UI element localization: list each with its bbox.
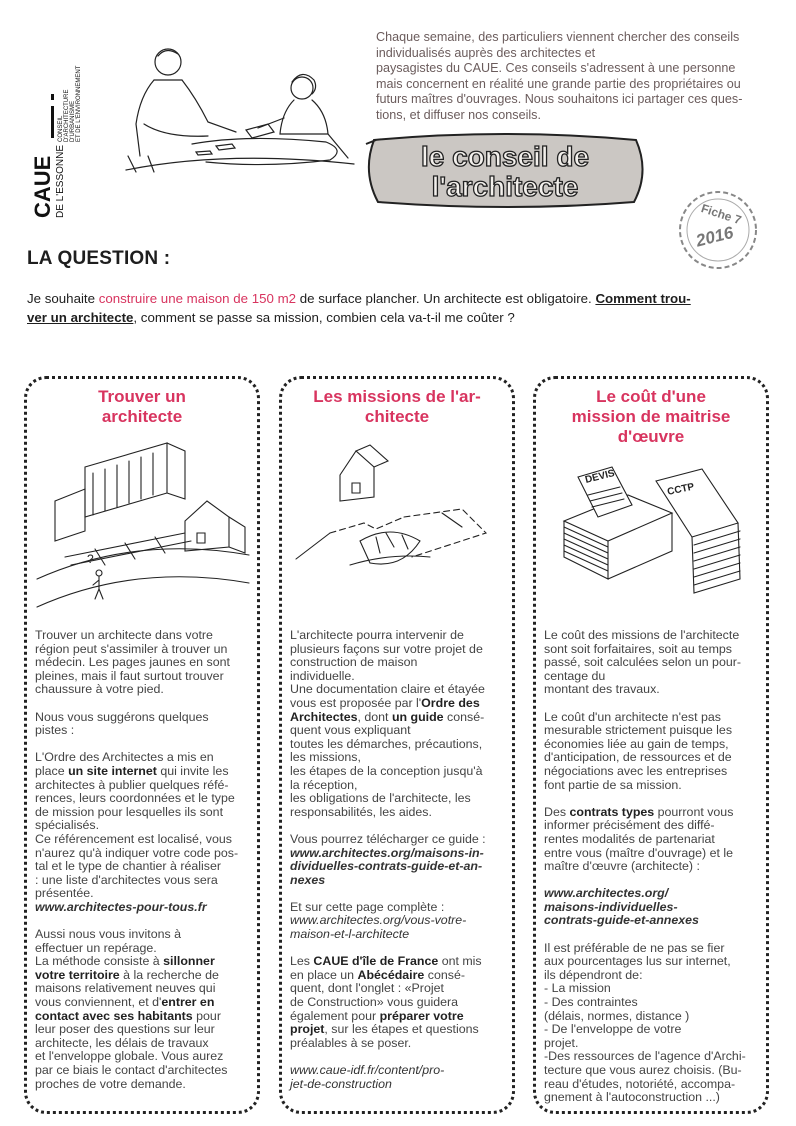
logo-tagline-1: CONSEIL (58, 115, 64, 142)
question-title: LA QUESTION : (27, 248, 171, 269)
contrats-link[interactable]: maisons-individuelles- (544, 899, 678, 914)
text-line: construction de maison (290, 655, 418, 670)
text-line: informer précisément des diffé- (544, 818, 715, 833)
text-line: tecture que vous aurez choisis. (Bu- (544, 1063, 742, 1077)
text-line: rences, leurs coordonnées et le type (35, 791, 235, 806)
text-line: économies liée au gain de temps, (544, 736, 729, 751)
cctp-label: CCTP (666, 481, 696, 498)
intro-line: individualisés auprès des architectes et (376, 45, 596, 60)
consultation-sketch (96, 38, 358, 178)
paragraph (35, 711, 255, 738)
text-line: , sur les étapes et questions (324, 1022, 479, 1037)
text-line: sont soit forfaitaires, soit au temps (544, 641, 733, 656)
card-title-line: architecte (101, 407, 183, 426)
le-conseil-banner (360, 132, 650, 212)
text-line: quent, dont l'onglet : «Projet (290, 981, 444, 996)
paragraph (35, 928, 255, 1091)
paragraph (35, 751, 255, 914)
logo-caue-text: CAUE (30, 155, 55, 218)
text-line: -Des ressources de l'agence d'Archi- (544, 1049, 746, 1064)
intro-line: futurs maîtres d'ouvrages. Nous souhaitons ici partager ces ques- (376, 92, 743, 107)
text-line: la réception, (290, 777, 358, 792)
caue-idf-link[interactable]: jet-de-construction (290, 1076, 392, 1091)
bold-text: contact avec ses habitants (35, 1008, 193, 1023)
text-line: - La mission (544, 981, 611, 996)
text-line: consé- (424, 967, 465, 982)
logo-mark (51, 106, 54, 138)
text-line: effectuer un repérage. (35, 940, 157, 955)
text-line: Ce référencement est localisé, vous (35, 831, 232, 846)
contrats-link[interactable]: contrats-guide-et-annexes (544, 913, 699, 928)
text-line: consé- (443, 709, 485, 724)
intro-line: mais concernent en réalité une grande partie des propriétaires ou (376, 76, 741, 91)
guide-link[interactable]: dividuelles-contrats-guide-et-an- (290, 859, 483, 874)
text-line: Des (544, 804, 570, 819)
bold-text: Abécédaire (357, 967, 425, 982)
paragraph (544, 942, 766, 1105)
card-title-line: Le coût d'une (596, 387, 706, 406)
card-title-line: d'œuvre (617, 427, 685, 446)
card-title-line: mission de maitrise (571, 407, 731, 426)
caue-idf-link[interactable]: www.caue-idf.fr/content/pro- (290, 1063, 445, 1077)
text-line: Une documentation claire et étayée (290, 682, 485, 697)
text-line: Il est préférable de ne pas se fier (544, 940, 725, 955)
text-line: les étapes de la conception jusqu'à (290, 763, 483, 778)
text-line: architectes à publier quelques réfé- (35, 777, 229, 792)
text-line: Les (290, 954, 314, 969)
card-cout-mission (533, 376, 769, 1114)
text-line: centage du (544, 668, 606, 683)
paragraph (35, 629, 255, 697)
text-line: plusieurs façons sur votre projet de (290, 641, 483, 656)
logo-tagline-2: D'ARCHITECTURE (64, 89, 70, 142)
text-line: de Construction» vous guidera (290, 995, 459, 1010)
logo-essonne-text: DE L'ESSONNE (55, 144, 66, 218)
text-line: également pour (290, 1008, 380, 1023)
text-line: de mission pour lesquelles ils sont (35, 804, 224, 819)
card-trouver-architecte (24, 376, 260, 1114)
intro-line: Chaque semaine, des particuliers viennent chercher des conseils (376, 30, 740, 44)
text-line: pleines, mais il faut surtout trouver (35, 668, 224, 683)
text-line: (délais, normes, distance ) (544, 1008, 690, 1023)
card-missions-architecte (279, 376, 515, 1114)
paragraph (290, 833, 510, 887)
text-line: médecin. Les pages jaunes en sont (35, 655, 230, 670)
devis-label: DEVIS (584, 467, 616, 486)
text-line: n'aurez qu'à indiquer votre code pos- (35, 845, 239, 860)
text-line: ils dépendront de: (544, 967, 643, 982)
documents-stack-sketch (554, 461, 750, 603)
paragraph (544, 629, 766, 697)
text-line: spécialisés. (35, 818, 100, 833)
text-line: , dont (357, 709, 392, 724)
banner-line-1: le conseil de (420, 141, 590, 172)
text-line: montant des travaux. (544, 682, 660, 697)
text-line: Et sur cette page complète : (290, 899, 445, 914)
text-line: entre vous (maître d'ouvrage) et le (544, 845, 734, 860)
text-line: par ce biais le contact d'architectes (35, 1063, 228, 1077)
question-part: de surface plancher. Un architecte est obligatoire. (296, 291, 596, 306)
bold-text: un site internet (68, 763, 157, 778)
fiche-stamp (676, 188, 760, 272)
card-body (290, 629, 510, 1105)
text-line: Trouver un architecte dans votre (35, 628, 213, 642)
text-line: en place un (290, 967, 358, 982)
guide-link[interactable]: www.architectes.org/maisons-in- (290, 845, 484, 860)
text-line: et l'enveloppe globale. Vous aurez (35, 1049, 224, 1064)
bold-text: préparer votre (379, 1008, 464, 1023)
bold-text: Ordre des (421, 695, 480, 710)
text-line: chaussure à votre pied. (35, 682, 164, 697)
caue-logo-tagline (48, 32, 82, 144)
text-line: ont mis (438, 954, 482, 969)
text-line: La méthode consiste à (35, 954, 164, 969)
text-line: Aussi nous vous invitons à (35, 927, 182, 942)
card-title (27, 387, 257, 427)
text-line: vous conviennent, et d' (35, 995, 162, 1010)
text-line: préalables à se poser. (290, 1035, 412, 1050)
text-line: individuelle. (290, 668, 355, 683)
text-line: région peut s'assimiler à trouver un (35, 641, 228, 656)
paragraph (544, 887, 766, 928)
stamp-year: 2016 (694, 222, 736, 251)
text-line: - De l'enveloppe de votre (544, 1022, 682, 1037)
text-line: Vous pourrez télécharger ce guide : (290, 831, 486, 846)
card-title (536, 387, 766, 447)
question-part: , comment se passe sa mission, combien cela va-t-il me coûter ? (133, 310, 515, 325)
text-line: : une liste d'architectes vous sera (35, 872, 218, 887)
text-line: Nous vous suggérons quelques (35, 709, 209, 724)
text-line: maître d'œuvre (architecte) : (544, 859, 700, 874)
bold-text: projet (290, 1022, 325, 1037)
text-line: responsabilités, les aides. (290, 804, 432, 819)
paragraph (544, 711, 766, 793)
card-title (282, 387, 512, 427)
page-link[interactable]: maison-et-l-architecte (290, 927, 410, 942)
question-part: Je souhaite (27, 291, 99, 306)
architectes-pour-tous-link[interactable]: www.architectes-pour-tous.fr (35, 899, 207, 914)
text-line: d'anticipation, de ressources et de (544, 750, 732, 765)
bold-text: votre territoire (35, 967, 120, 982)
text-line: L'Ordre des Architectes a mis en (35, 750, 214, 765)
intro-text (376, 30, 771, 124)
text-line: quent vous expliquant (290, 723, 411, 738)
text-line: projet. (544, 1035, 579, 1050)
bold-text: entrer en (161, 995, 215, 1010)
text-line: qui invite les (156, 763, 229, 778)
question-highlight: construire une maison de 150 m2 (98, 291, 297, 306)
paragraph (290, 901, 510, 942)
paragraph (290, 1064, 510, 1091)
intro-line: paysagistes du CAUE. Ces conseils s'adressent à une personne (376, 61, 736, 76)
paragraph (544, 806, 766, 874)
text-line: L'architecte pourra intervenir de (290, 628, 464, 642)
text-line: font partie de sa mission. (544, 777, 682, 792)
card-body (35, 629, 255, 1105)
stamp-label: Fiche 7 (699, 201, 744, 228)
intro-line: tions, et diffuser nos conseils. (376, 107, 541, 122)
question-mark-glyph: ? (87, 552, 94, 566)
logo-tagline-4: ET DE L'ENVIRONNEMENT (76, 65, 82, 142)
banner-line-2: l'architecte (431, 171, 579, 202)
guide-link[interactable]: nexes (290, 872, 326, 887)
text-line: - Des contraintes (544, 995, 638, 1010)
text-line: aux pourcentages lus sur internet, (544, 954, 731, 969)
text-line: maisons relativement neuves qui (35, 981, 216, 996)
bold-text: un guide (391, 709, 444, 724)
text-line: présentée. (35, 886, 94, 901)
text-line: Le coût des missions de l'architecte (544, 628, 740, 642)
text-line: toutes les démarches, précautions, (290, 736, 483, 751)
text-line: reau d'études, notoriété, accompa- (544, 1076, 736, 1091)
page-link[interactable]: www.architectes.org/vous-votre- (290, 913, 467, 928)
text-line: les missions, (290, 750, 361, 765)
text-line: à la recherche de (119, 967, 219, 982)
street-houses-sketch (35, 437, 251, 617)
card-title-line: Trouver un (98, 387, 186, 406)
paragraph (290, 955, 510, 1050)
text-line: architecte, les délais de travaux (35, 1035, 209, 1050)
text-line: tal et le type de chantier à réaliser (35, 859, 221, 874)
text-line: leur poser des questions sur leur (35, 1022, 215, 1037)
card-body (544, 629, 766, 1118)
question-text (27, 289, 771, 327)
text-line: mesurable strictement puisque les (544, 723, 733, 738)
text-line: proches de votre demande. (35, 1076, 186, 1091)
logo-tagline-3: D'URBANISME (70, 100, 76, 142)
text-line: pourront vous (654, 804, 734, 819)
contrats-link[interactable]: www.architectes.org/ (544, 886, 669, 901)
card-title-line: chitecte (364, 407, 430, 426)
plot-house-sketch (290, 437, 506, 597)
logo-dot-1 (51, 94, 54, 100)
text-line: négociations avec les entreprises (544, 763, 728, 778)
text-line: pistes : (35, 723, 75, 738)
text-line: gnement à l'autoconstruction ...) (544, 1090, 720, 1105)
question-emphasis: ver un architecte (27, 310, 134, 325)
bold-text: contrats types (569, 804, 655, 819)
bold-text: CAUE d'île de France (313, 954, 439, 969)
text-line: rentes modalités de partenariat (544, 831, 715, 846)
question-emphasis: Comment trou- (595, 291, 691, 306)
text-line: pour (192, 1008, 221, 1023)
text-line: Le coût d'un architecte n'est pas (544, 709, 721, 724)
paragraph (290, 629, 510, 819)
text-line: les obligations de l'architecte, les (290, 791, 471, 806)
bold-text: sillonner (163, 954, 215, 969)
card-title-line: Les missions de l'ar- (313, 387, 481, 406)
text-line: place (35, 763, 69, 778)
bold-text: Architectes (290, 709, 358, 724)
text-line: passé, soit calculées selon un pour- (544, 655, 741, 670)
text-line: vous est proposée par l' (290, 695, 422, 710)
